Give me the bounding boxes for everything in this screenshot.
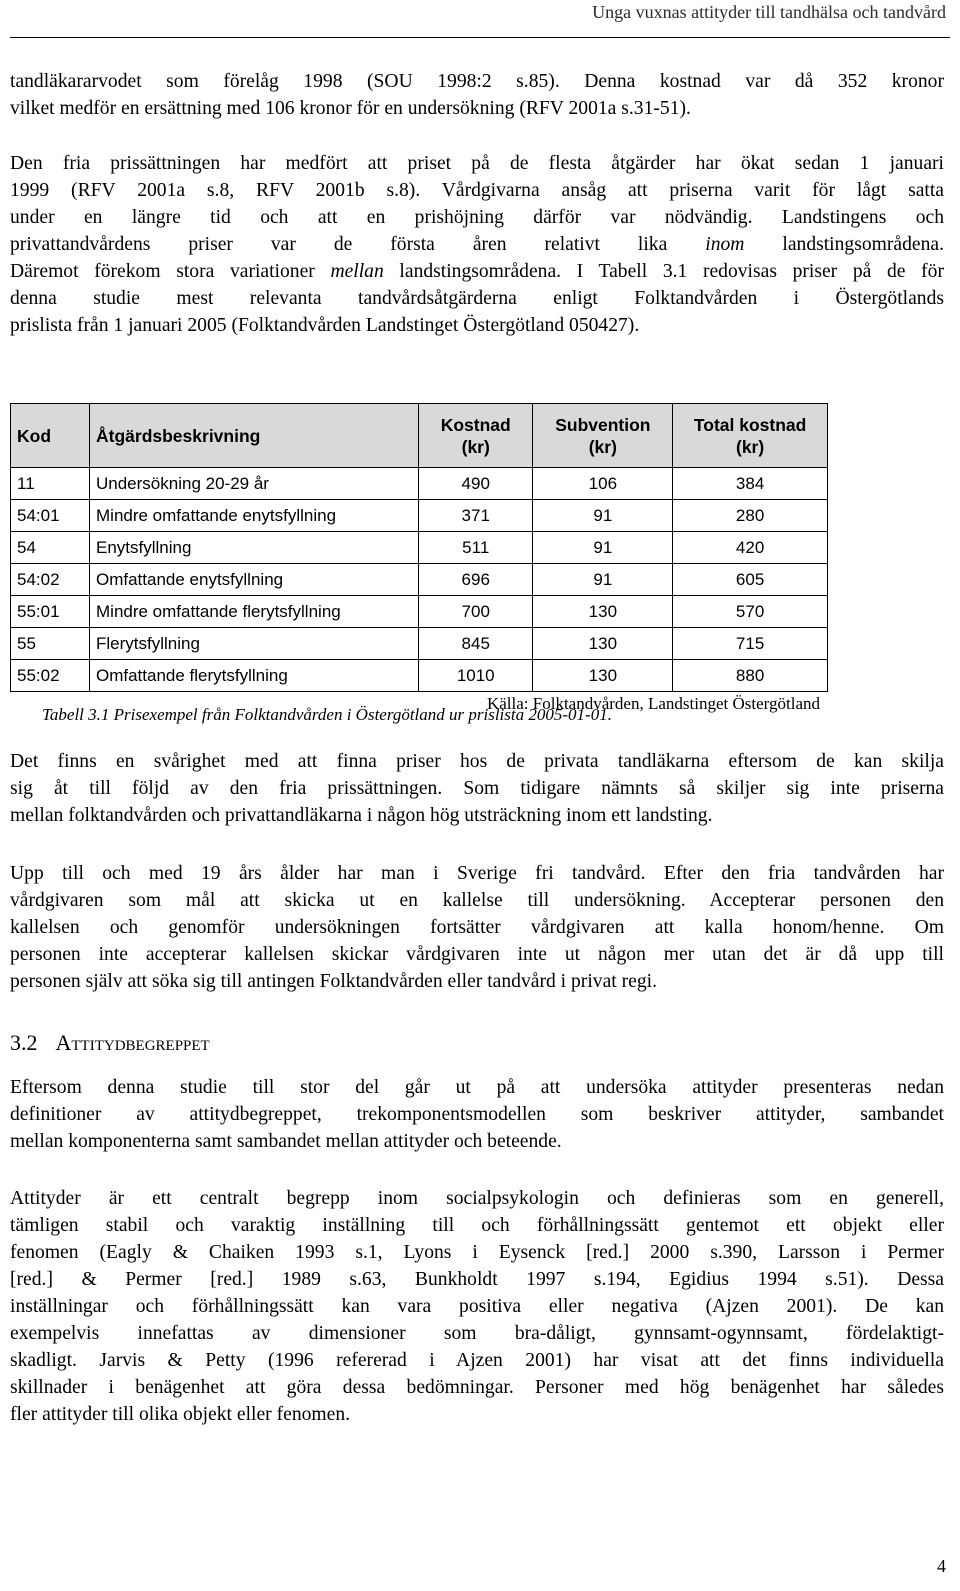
paragraph-3 [10,748,944,829]
price-table [10,403,828,692]
cell-cost: 696 [419,564,533,596]
cell-total: 880 [673,660,828,692]
text-line: vilket medför en ersättning med 106 kronor för en undersökning (RFV 2001a s.31-51). [10,98,691,119]
text-line: Eftersom denna studie till stor del går ut på att undersöka attityder presenteras nedan [10,1077,944,1098]
text-line: under en längre tid och att en prishöjning därför var nödvändig. Landstingens och [10,207,944,228]
text-run: landstingsområdena. I Tabell 3.1 redovisas priser på de för [383,261,944,282]
text-line: vårdgivaren som mål att skicka ut en kallelse till undersökning. Accepterar personen den [10,890,944,911]
column-header-cost: Kostnad (kr) [419,404,533,468]
text-line: skadligt. Jarvis & Petty (1996 refererad i Ajzen 2001) har visat att det finns individuella [10,1350,944,1371]
cell-subsidy: 130 [533,628,673,660]
text-line: mellan komponenterna samt sambandet mellan attityder och beteende. [10,1131,562,1152]
cell-description: Omfattande enytsfyllning [90,564,419,596]
cell-subsidy: 130 [533,596,673,628]
text-line: definitioner av attitydbegreppet, trekomponentsmodellen som beskriver attityder, sambandet [10,1104,944,1125]
text-line: personen själv att söka sig till antingen Folktandvården eller tandvård i privat regi. [10,971,657,992]
cell-description: Flerytsfyllning [90,628,419,660]
table-row [11,532,828,564]
emphasis: mellan [330,261,384,282]
cell-cost: 371 [419,500,533,532]
cell-total: 384 [673,468,828,500]
cell-kod: 55:02 [11,660,90,692]
cell-kod: 55:01 [11,596,90,628]
text-line [10,231,944,258]
text-line: tandläkararvodet som förelåg 1998 (SOU 1998:2 s.85). Denna kostnad var då 352 kronor [10,71,944,92]
cell-cost: 490 [419,468,533,500]
table-row [11,468,828,500]
paragraph-5 [10,1074,944,1155]
cell-kod: 55 [11,628,90,660]
cell-description: Mindre omfattande enytsfyllning [90,500,419,532]
cell-total: 420 [673,532,828,564]
cell-subsidy: 91 [533,532,673,564]
cell-cost: 700 [419,596,533,628]
cell-total: 280 [673,500,828,532]
cell-kod: 54:02 [11,564,90,596]
paragraph-1 [10,68,944,122]
cell-kod: 54:01 [11,500,90,532]
running-header: Unga vuxnas attityder till tandhälsa och tandvård [592,2,946,22]
cell-subsidy: 91 [533,564,673,596]
table-row [11,660,828,692]
text-line: Den fria prissättningen har medfört att priset på de flesta åtgärder har ökat sedan 1 januari [10,153,944,174]
cell-total: 605 [673,564,828,596]
text-line: prislista från 1 januari 2005 (Folktandvården Landstinget Östergötland 050427). [10,315,640,336]
column-header-kod: Kod [11,404,90,468]
cell-description: Enytsfyllning [90,532,419,564]
text-line: kallelsen och genomför undersökningen fortsätter vårdgivaren att kalla honom/henne. Om [10,917,944,938]
text-run: privattandvårdens priser var de första åren relativt lika [10,234,706,255]
text-line: tämligen stabil och varaktig inställning till och förhållningssätt gentemot ett objekt eller [10,1215,944,1236]
text-line [10,258,944,285]
section-title: Attitydbegreppet [55,1030,210,1055]
cell-description: Omfattande flerytsfyllning [90,660,419,692]
header-divider [10,37,950,38]
paragraph-2 [10,150,944,339]
text-line: sig åt till följd av den fria prissättningen. Som tidigare nämnts så skiljer sig inte priserna [10,778,944,799]
text-line: personen inte accepterar kallelsen skickar vårdgivaren inte ut någon mer utan det är då upp till [10,944,944,965]
text-line: fenomen (Eagly & Chaiken 1993 s.1, Lyons i Eysenck [red.] 2000 s.390, Larsson i Permer [10,1242,944,1263]
text-line: mellan folktandvården och privattandläkarna i någon hög utsträckning inom ett landsting. [10,805,713,826]
column-header-subsidy: Subvention (kr) [533,404,673,468]
text-line: 1999 (RFV 2001a s.8, RFV 2001b s.8). Vårdgivarna ansåg att priserna varit för lågt satta [10,180,944,201]
text-line: Det finns en svårighet med att finna priser hos de privata tandläkarna eftersom de kan skilja [10,751,944,772]
text-line: inställningar och förhållningssätt kan vara positiva eller negativa (Ajzen 2001). De kan [10,1296,944,1317]
page-number: 4 [937,1556,946,1576]
cell-cost: 1010 [419,660,533,692]
section-heading [10,1030,210,1056]
table-caption: Tabell 3.1 Prisexempel från Folktandvården i Östergötland ur prislista 2005-01-01. [42,705,612,724]
cell-description: Undersökning 20-29 år [90,468,419,500]
text-line: denna studie mest relevanta tandvårdsåtgärderna enligt Folktandvården i Östergötlands [10,288,944,309]
cell-kod: 54 [11,532,90,564]
text-line: [red.] & Permer [red.] 1989 s.63, Bunkholdt 1997 s.194, Egidius 1994 s.51). Dessa [10,1269,944,1290]
table-row [11,596,828,628]
cell-kod: 11 [11,468,90,500]
column-header-total: Total kostnad (kr) [673,404,828,468]
table-row [11,628,828,660]
text-line: Upp till och med 19 års ålder har man i Sverige fri tandvård. Efter den fria tandvården har [10,863,944,884]
text-line: exempelvis innefattas av dimensioner som bra-dåligt, gynnsamt-ogynnsamt, fördelaktigt- [10,1323,944,1344]
cell-subsidy: 130 [533,660,673,692]
emphasis: inom [705,234,745,255]
text-line: fler attityder till olika objekt eller fenomen. [10,1404,351,1425]
table-row [11,500,828,532]
table-source: Källa: Folktandvården, Landstinget Östergötland [486,694,820,713]
text-run: Däremot förekom stora variationer [10,261,331,282]
cell-description: Mindre omfattande flerytsfyllning [90,596,419,628]
paragraph-6 [10,1185,944,1428]
table-row [11,564,828,596]
column-header-description: Åtgärdsbeskrivning [90,404,419,468]
cell-total: 570 [673,596,828,628]
cell-cost: 845 [419,628,533,660]
text-line: Attityder är ett centralt begrepp inom socialpsykologin och definieras som en generell, [10,1188,944,1209]
cell-cost: 511 [419,532,533,564]
cell-total: 715 [673,628,828,660]
text-run: landstingsområdena. [744,234,944,255]
text-line: skillnader i benägenhet att göra dessa bedömningar. Personer med hög benägenhet har således [10,1377,944,1398]
paragraph-4 [10,860,944,995]
cell-subsidy: 91 [533,500,673,532]
cell-subsidy: 106 [533,468,673,500]
section-number: 3.2 [10,1030,38,1055]
table-header-row [11,404,828,468]
